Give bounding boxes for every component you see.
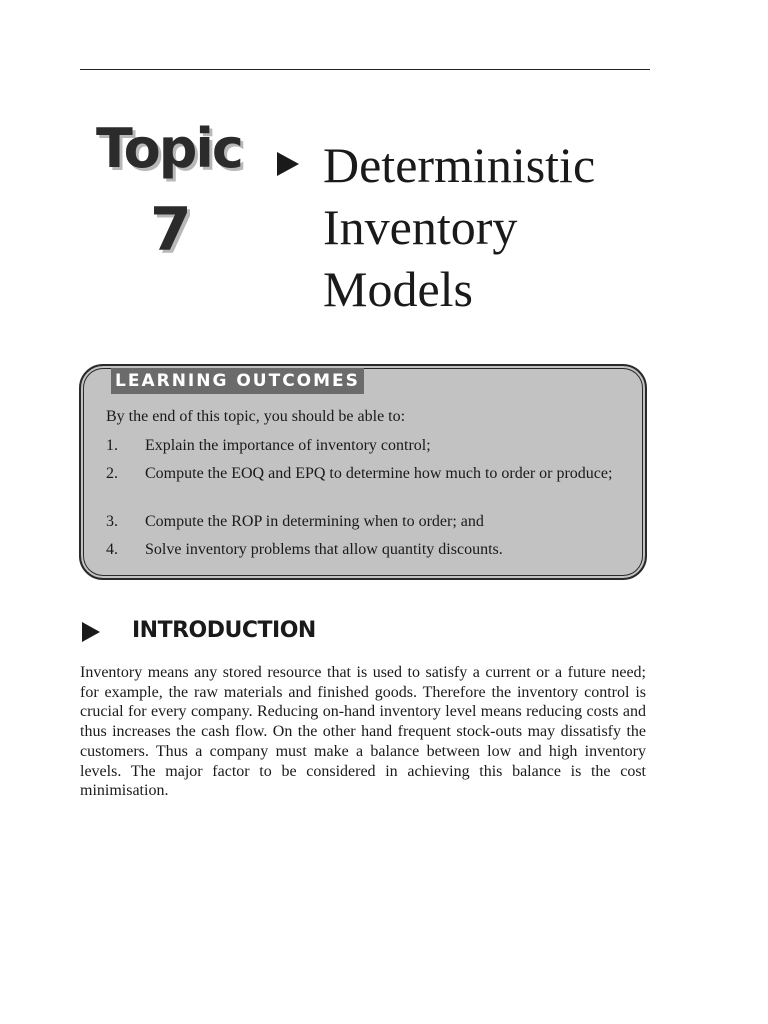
title-line-3: Models [323, 261, 473, 317]
outcome-text: Compute the EOQ and EPQ to determine how much to order or produce; [145, 465, 613, 482]
outcome-item [106, 512, 630, 532]
title-line-1: Deterministic [323, 137, 596, 193]
outcome-item [106, 436, 630, 456]
title-line-2: Inventory [323, 199, 518, 255]
outcome-number: 4. [106, 541, 118, 558]
topic-label: Topic [96, 117, 242, 180]
outcome-number: 3. [106, 513, 118, 530]
outcome-text: Compute the ROP in determining when to order; and [145, 513, 484, 530]
topic-number: 7 [150, 195, 192, 265]
header-rule [80, 69, 650, 70]
outcome-item [106, 464, 630, 484]
introduction-paragraph: Inventory means any stored resource that is used to satisfy a current or a future need; for example, the raw materials and finished goods. Therefore the inventory control is crucial for every company. Reducing on-hand inventory level means reducing costs and thus increases the cash flow. On the other hand frequent stock-outs may dissatisfy the customers. Thus a company must make a balance between low and high inventory levels. The major factor to be considered in achieving this balance is the cost minimisation. [80, 664, 646, 800]
learning-outcomes-label: LEARNING OUTCOMES [111, 368, 364, 394]
outcome-text: Solve inventory problems that allow quantity discounts. [145, 541, 503, 558]
introduction-heading: INTRODUCTION [132, 618, 316, 643]
title-arrow-icon [277, 152, 299, 176]
outcome-text: Explain the importance of inventory control; [145, 437, 431, 454]
learning-outcomes-intro: By the end of this topic, you should be able to: [106, 408, 406, 425]
outcome-item [106, 540, 630, 560]
outcome-number: 2. [106, 465, 118, 482]
section-arrow-icon [82, 622, 100, 642]
outcome-number: 1. [106, 437, 118, 454]
